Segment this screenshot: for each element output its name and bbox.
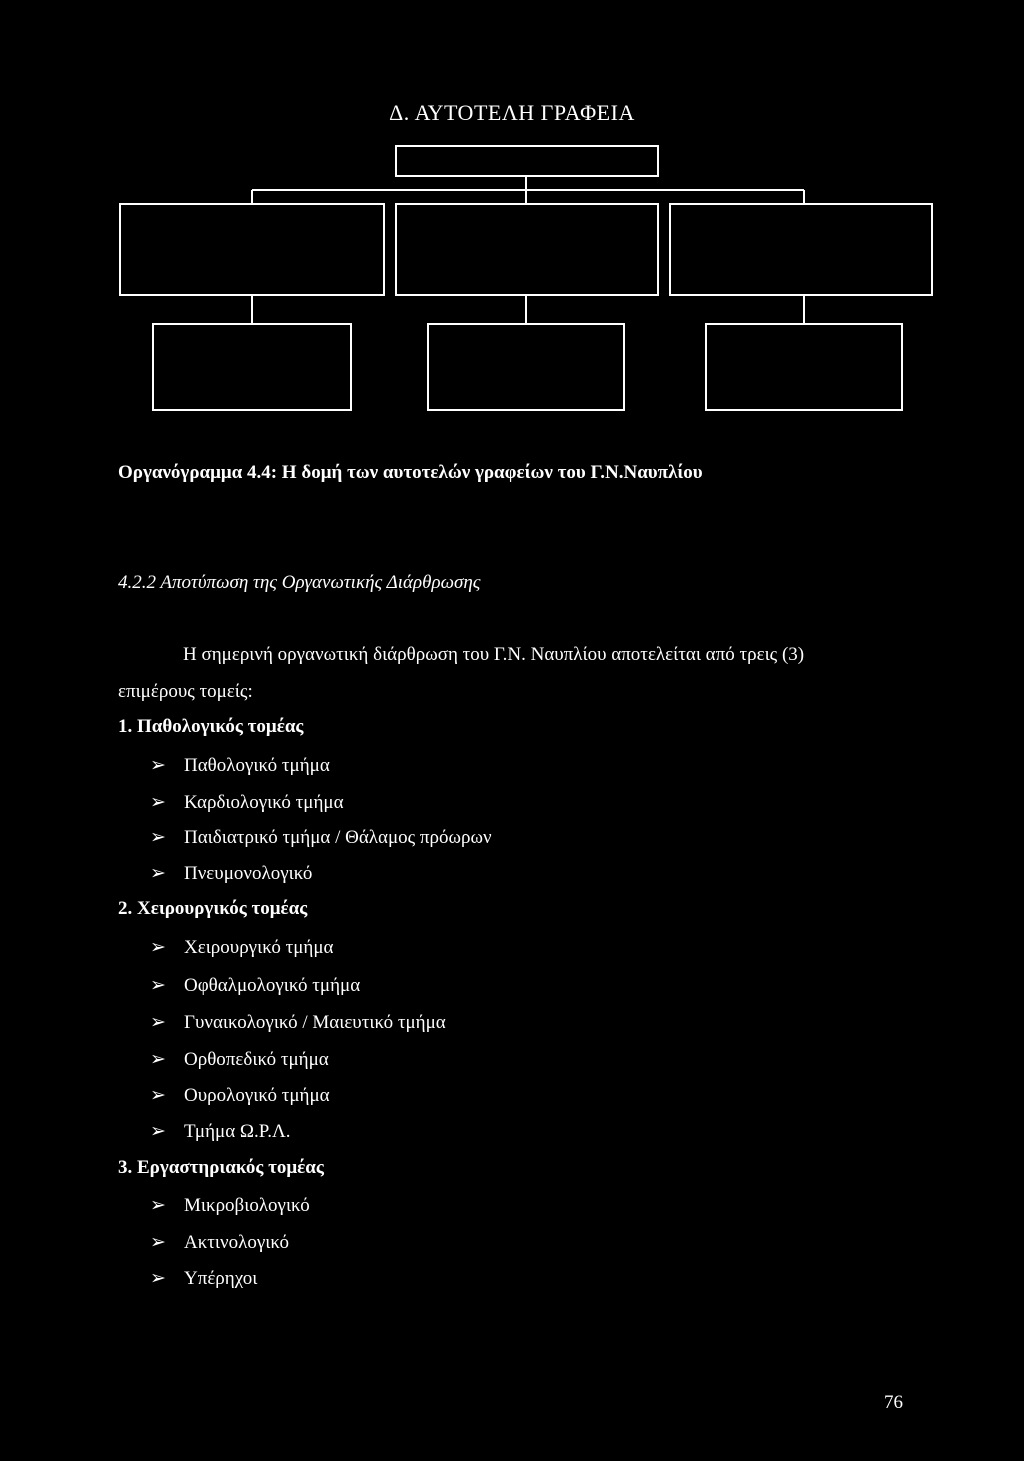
list-item-label: Χειρουργικό τμήμα: [184, 937, 334, 958]
arrow-bullet-icon: ➢: [150, 1121, 166, 1142]
list-item: [150, 754, 330, 777]
org-box-level3-left: [153, 324, 351, 410]
org-box-level2-right: [670, 204, 932, 295]
sector-heading: 3. Εργαστηριακός τομέας: [118, 1157, 324, 1178]
arrow-bullet-icon: ➢: [150, 792, 166, 813]
list-item: [150, 1084, 330, 1107]
list-item: [150, 936, 334, 959]
section-heading: 4.2.2 Αποτύπωση της Οργανωτικής Διάρθρωσης: [118, 572, 481, 593]
list-item: [150, 1194, 310, 1217]
arrow-bullet-icon: ➢: [150, 937, 166, 958]
org-chart: [0, 0, 1024, 420]
list-item-label: Οφθαλμολογικό τμήμα: [184, 975, 361, 996]
arrow-bullet-icon: ➢: [150, 863, 166, 884]
page-title: Δ. ΑΥΤΟΤΕΛΗ ΓΡΑΦΕΙΑ: [389, 100, 635, 125]
list-item-label: Τμήμα Ω.Ρ.Λ.: [184, 1121, 291, 1142]
arrow-bullet-icon: ➢: [150, 755, 166, 776]
arrow-bullet-icon: ➢: [150, 1085, 166, 1106]
org-box-level3-middle: [428, 324, 624, 410]
list-item: [150, 1120, 291, 1143]
arrow-bullet-icon: ➢: [150, 1268, 166, 1289]
intro-paragraph-line: επιμέρους τομείς:: [118, 681, 253, 702]
list-item: [150, 791, 344, 814]
sector-heading: 2. Χειρουργικός τομέας: [118, 898, 308, 919]
list-item: [150, 1267, 257, 1290]
list-item-label: Γυναικολογικό / Μαιευτικό τμήμα: [184, 1012, 446, 1033]
list-item-label: Παθολογικό τμήμα: [184, 755, 330, 776]
list-item: [150, 1048, 329, 1071]
list-item: [150, 1011, 446, 1034]
arrow-bullet-icon: ➢: [150, 1232, 166, 1253]
arrow-bullet-icon: ➢: [150, 975, 166, 996]
org-box-level3-right: [706, 324, 902, 410]
org-box-level2-left: [120, 204, 384, 295]
list-item: [150, 1231, 289, 1254]
org-box-level2-middle: [396, 204, 658, 295]
list-item-label: Υπέρηχοι: [184, 1268, 258, 1289]
list-item: [150, 974, 360, 997]
org-box-top: [396, 146, 658, 176]
list-item: [150, 862, 312, 885]
arrow-bullet-icon: ➢: [150, 1049, 166, 1070]
list-item-label: Ακτινολογικό: [184, 1232, 290, 1253]
sector-heading: 1. Παθολογικός τομέας: [118, 716, 304, 737]
arrow-bullet-icon: ➢: [150, 1195, 166, 1216]
figure-caption: Οργανόγραμμα 4.4: Η δομή των αυτοτελών γραφείων του Γ.Ν.Ναυπλίου: [118, 462, 703, 483]
list-item-label: Παιδιατρικό τμήμα / Θάλαμος πρόωρων: [184, 827, 492, 848]
page-number: 76: [884, 1392, 903, 1413]
intro-paragraph-line: Η σημερινή οργανωτική διάρθρωση του Γ.Ν. Ναυπλίου αποτελείται από τρεις (3): [183, 644, 805, 665]
arrow-bullet-icon: ➢: [150, 827, 166, 848]
list-item-label: Ουρολογικό τμήμα: [184, 1085, 330, 1106]
list-item-label: Πνευμονολογικό: [184, 863, 313, 884]
list-item-label: Ορθοπεδικό τμήμα: [184, 1049, 329, 1070]
list-item-label: Μικροβιολογικό: [184, 1195, 310, 1216]
list-item-label: Καρδιολογικό τμήμα: [184, 792, 344, 813]
list-item: [150, 826, 492, 849]
arrow-bullet-icon: ➢: [150, 1012, 166, 1033]
